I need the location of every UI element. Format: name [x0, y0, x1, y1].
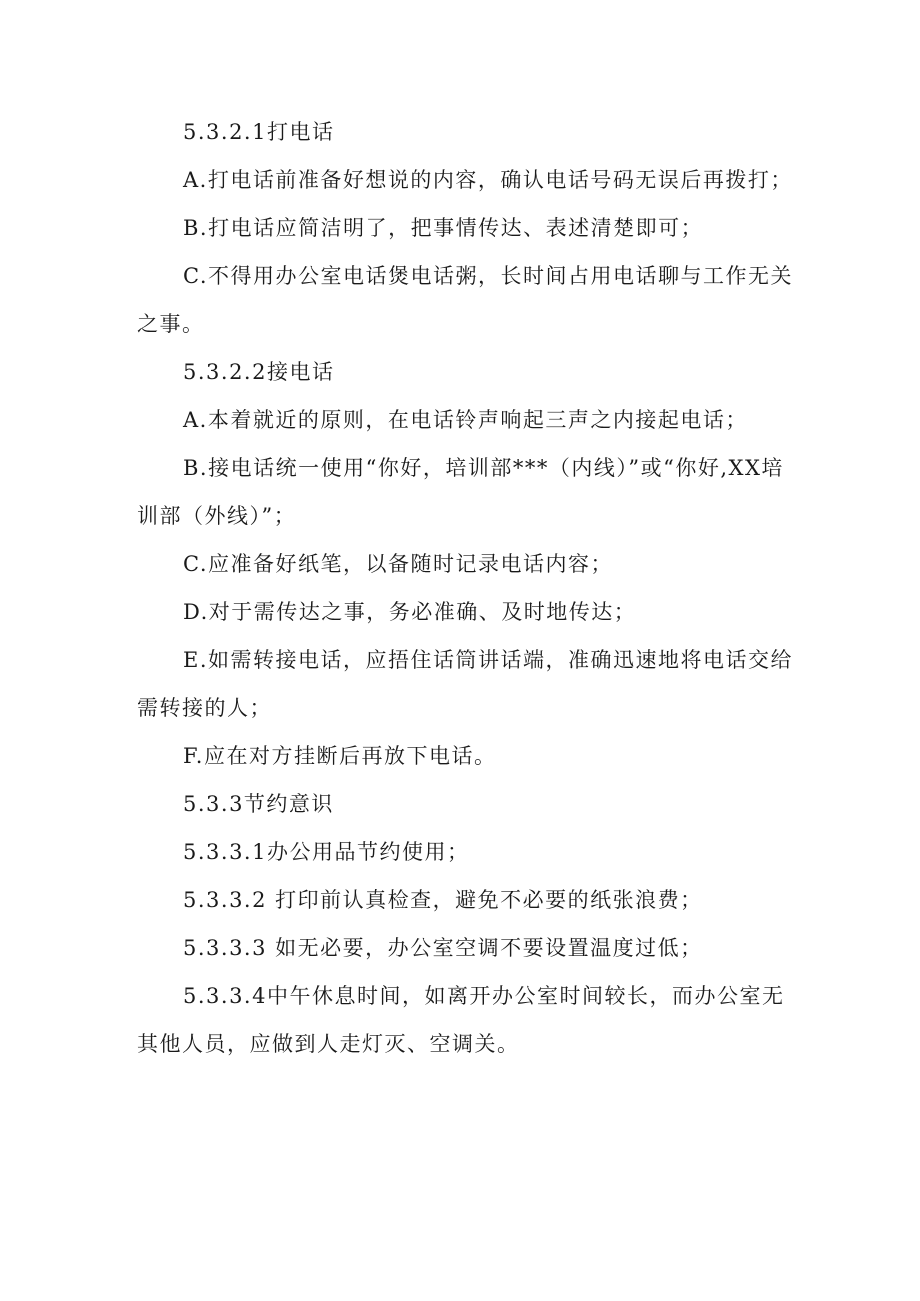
paragraph-answer-f: F.应在对方挂断后再放下电话。	[183, 744, 497, 768]
paragraph-5-3-3-2: 5.3.3.2 打印前认真检查，避免不必要的纸张浪费；	[183, 888, 703, 912]
paragraph-5-3-3-1: 5.3.3.1办公用品节约使用；	[183, 840, 470, 864]
paragraph-call-a: A.打电话前准备好想说的内容，确认电话号码无误后再拨打；	[183, 168, 793, 192]
heading-5-3-3: 5.3.3节约意识	[183, 792, 334, 816]
paragraph-answer-d: D.对于需传达之事，务必准确、及时地传达；	[183, 600, 637, 624]
paragraph-answer-e: E.如需转接电话，应捂住话筒讲话端，准确迅速地将电话交给需转接的人；	[137, 648, 794, 720]
heading-5-3-2-2: 5.3.2.2接电话	[183, 360, 335, 384]
paragraph-answer-a: A.本着就近的原则，在电话铃声响起三声之内接起电话；	[183, 408, 748, 432]
paragraph-call-b: B.打电话应简洁明了，把事情传达、表述清楚即可；	[183, 216, 704, 240]
paragraph-answer-c: C.应准备好纸笔，以备随时记录电话内容；	[183, 552, 613, 576]
paragraph-answer-b: B.接电话统一使用“你好，培训部***（内线）”或“你好,XX培训部（外线）”；	[137, 456, 784, 528]
paragraph-call-c: C.不得用办公室电话煲电话粥，长时间占用电话聊与工作无关之事。	[137, 264, 793, 336]
heading-5-3-2-1: 5.3.2.1打电话	[183, 120, 335, 144]
document-body	[137, 108, 797, 1068]
paragraph-5-3-3-3: 5.3.3.3 如无必要，办公室空调不要设置温度过低；	[183, 936, 703, 960]
paragraph-5-3-3-4: 5.3.3.4中午休息时间，如离开办公室时间较长，而办公室无其他人员，应做到人走灯灭、空调关。	[137, 984, 785, 1056]
